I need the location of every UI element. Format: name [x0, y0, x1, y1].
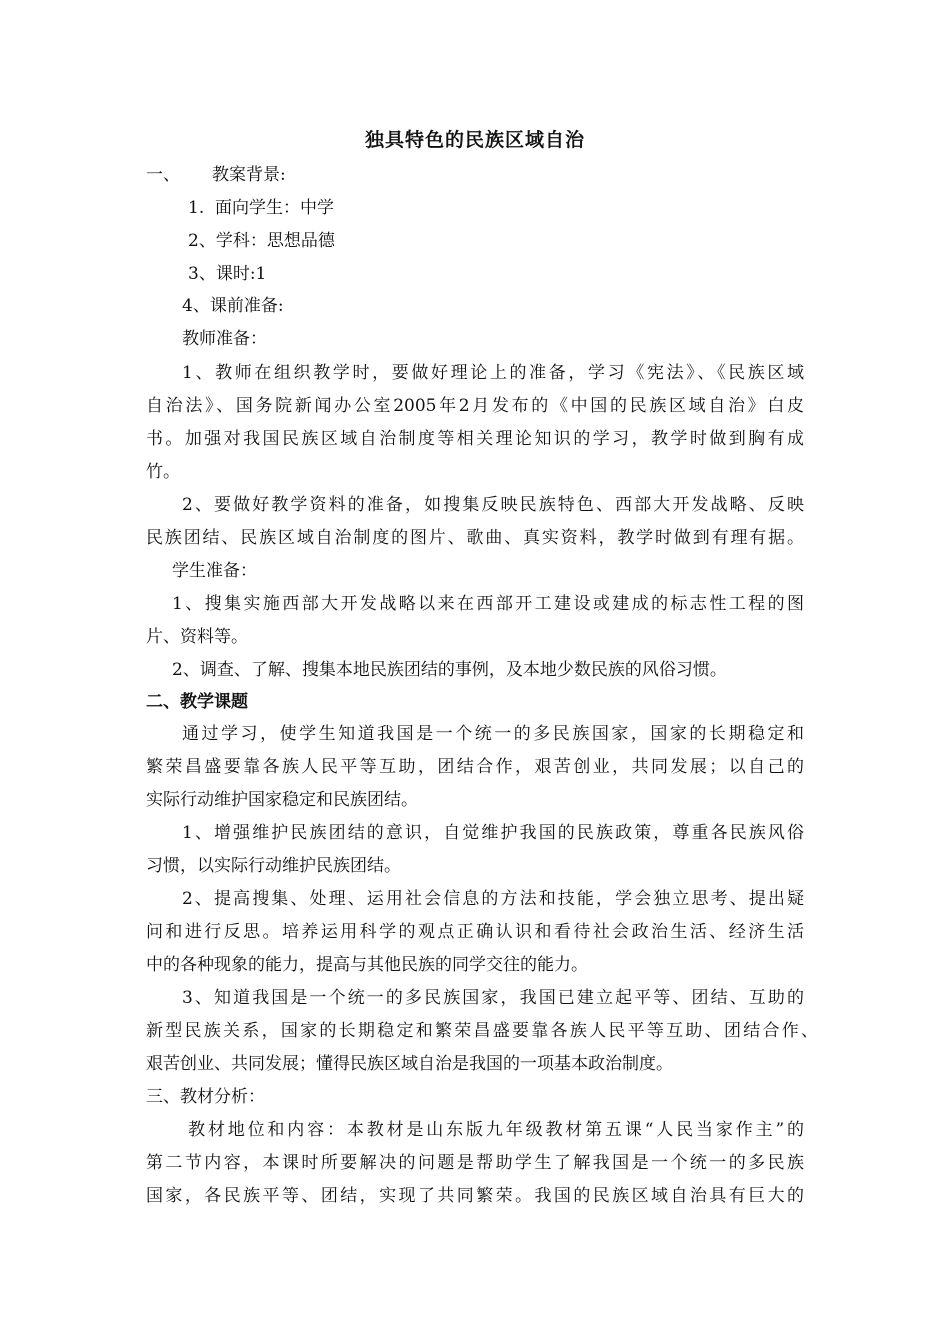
objective-1-line: 1、增强维护民族团结的意识，自觉维护我国的民族政策，尊重各民族风俗 [182, 823, 804, 843]
textbook-analysis-line: 国家，各民族平等、团结，实现了共同繁荣。我国的民族区域自治具有巨大的 [146, 1186, 804, 1206]
objective-3-line: 新型民族关系，国家的长期稳定和繁荣昌盛要靠各族人民平等互助、团结合作、 [146, 1021, 818, 1041]
student-prep-1-line: 1、搜集实施西部大开发战略以来在西部开工建设或建成的标志性工程的图 [172, 594, 804, 614]
section2-intro-line: 通过学习，使学生知道我国是一个统一的多民族国家，国家的长期稳定和 [182, 724, 804, 744]
objective-2-line: 2、提高搜集、处理、运用社会信息的方法和技能，学会独立思考、提出疑 [182, 889, 804, 909]
section1-number: 一、 [146, 165, 180, 185]
document-title: 独具特色的民族区域自治 [364, 129, 585, 151]
textbook-analysis-line: 第二节内容，本课时所要解决的问题是帮助学生了解我国是一个统一的多民族 [146, 1153, 804, 1173]
teacher-prep-2-line: 2、要做好教学资料的准备，如搜集反映民族特色、西部大开发战略、反映 [182, 495, 804, 515]
section1-heading: 教案背景: [212, 165, 286, 185]
teacher-prep-1-line: 1、教师在组织教学时，要做好理论上的准备，学习《宪法》、《民族区域 [182, 363, 804, 383]
objective-3-line: 3、知道我国是一个统一的多民族国家，我国已建立起平等、团结、互助的 [182, 988, 804, 1008]
section2-heading: 二、教学课题 [146, 692, 248, 712]
textbook-analysis-line: 教材地位和内容：本教材是山东版九年级教材第五课“人民当家作主”的 [188, 1120, 804, 1140]
section2-intro-line: 实际行动维护国家稳定和民族团结。 [146, 790, 418, 810]
teacher-prep-label: 教师准备： [182, 329, 267, 349]
teacher-prep-1-line: 书。加强对我国民族区域自治制度等相关理论知识的学习，教学时做到胸有成 [146, 429, 804, 449]
objective-2-line: 问和进行反思。培养运用科学的观点正确认识和看待社会政治生活、经济生活 [146, 922, 804, 942]
objective-3-line: 艰苦创业、共同发展；懂得民族区域自治是我国的一项基本政治制度。 [146, 1054, 673, 1074]
teacher-prep-2-line: 民族团结、民族区域自治制度的图片、歌曲、真实资料，教学时做到有理有据。 [146, 528, 804, 548]
section2-intro-line: 繁荣昌盛要靠各族人民平等互助，团结合作，艰苦创业，共同发展；以自己的 [146, 757, 804, 777]
teacher-prep-1-line: 竹。 [146, 462, 180, 482]
item-period: 3、课时:1 [188, 264, 267, 284]
section3-heading: 三、教材分析： [146, 1087, 265, 1107]
objective-1-line: 习惯，以实际行动维护民族团结。 [146, 856, 401, 876]
item-preparation: 4、课前准备: [182, 296, 284, 316]
objective-2-line: 中的各种现象的能力，提高与其他民族的同学交往的能力。 [146, 955, 588, 975]
student-prep-1-line: 片、资料等。 [146, 627, 248, 647]
teacher-prep-1-line: 自治法》、国务院新闻办公室2005年2月发布的《中国的民族区域自治》白皮 [146, 396, 804, 416]
item-subject: 2、学科：思想品德 [188, 231, 335, 251]
student-prep-2-line: 2、调查、了解、搜集本地民族团结的事例，及本地少数民族的风俗习惯。 [172, 660, 727, 680]
student-prep-label: 学生准备： [172, 561, 257, 581]
item-audience: 1. 面向学生：中学 [188, 198, 335, 218]
